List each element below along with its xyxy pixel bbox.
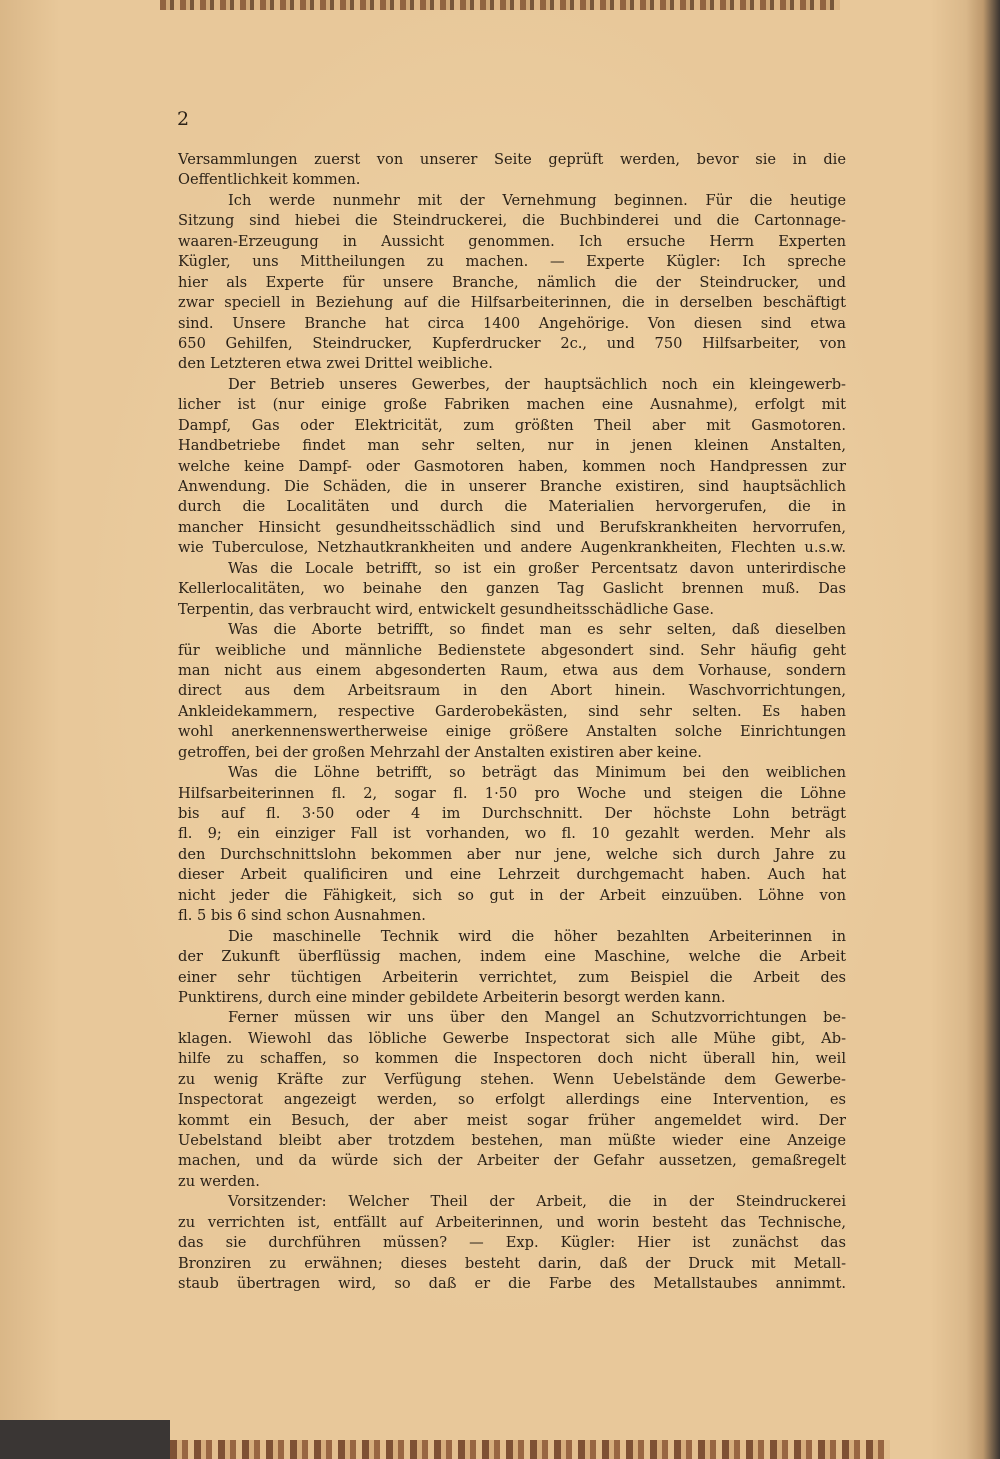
- text-line: durch die Localitäten und durch die Materialien hervorgerufen, die in: [178, 498, 846, 516]
- text-line: nicht jeder die Fähigkeit, sich so gut in der Arbeit einzuüben. Löhne von: [178, 886, 846, 904]
- text-line: Versammlungen zuerst von unserer Seite geprüft werden, bevor sie in die: [178, 151, 846, 168]
- text-line: Der Betrieb unseres Gewerbes, der hauptsächlich noch ein kleingewerb-: [228, 375, 846, 393]
- text-line: zu werden.: [178, 1172, 260, 1190]
- text-line: fl. 9; ein einziger Fall ist vorhanden, wo fl. 10 gezahlt werden. Mehr als: [178, 825, 846, 843]
- text-line: getroffen, bei der großen Mehrzahl der Anstalten existiren aber keine.: [178, 743, 702, 761]
- text-line: bis auf fl. 3·50 oder 4 im Durchschnitt. Der höchste Lohn beträgt: [178, 805, 846, 822]
- text-line: Dampf, Gas oder Elektricität, zum größten Theil aber mit Gasmotoren.: [178, 416, 846, 434]
- text-line: Was die Aborte betrifft, so findet man es sehr selten, daß dieselben: [228, 621, 846, 639]
- text-line: einer sehr tüchtigen Arbeiterin verrichtet, zum Beispiel die Arbeit des: [178, 968, 846, 986]
- bottom-border-ornament: [170, 1440, 890, 1459]
- body-text: [178, 150, 846, 1295]
- text-line: Was die Locale betrifft, so ist ein großer Percentsatz davon unterirdische: [228, 559, 846, 577]
- text-line: klagen. Wiewohl das löbliche Gewerbe Inspectorat sich alle Mühe gibt, Ab-: [178, 1029, 846, 1047]
- text-line: kommt ein Besuch, der aber meist sogar früher angemeldet wird. Der: [178, 1111, 846, 1129]
- text-line: wohl anerkennenswertherweise einige größere Anstalten solche Einrichtungen: [178, 723, 846, 741]
- text-line: Hilfsarbeiterinnen fl. 2, sogar fl. 1·50 pro Woche und steigen die Löhne: [178, 784, 846, 802]
- text-line: hilfe zu schaffen, so kommen die Inspectoren doch nicht überall hin, weil: [178, 1050, 846, 1068]
- text-line: Anwendung. Die Schäden, die in unserer Branche existiren, sind hauptsächlich: [178, 478, 846, 495]
- text-line: Punktirens, durch eine minder gebildete Arbeiterin besorgt werden kann.: [178, 988, 726, 1006]
- text-line: den Letzteren etwa zwei Drittel weibliche.: [178, 355, 493, 373]
- text-line: wie Tuberculose, Netzhautkrankheiten und andere Augenkrankheiten, Flechten u.s.w.: [178, 539, 846, 557]
- text-line: zu verrichten ist, entfällt auf Arbeiterinnen, und worin besteht das Technische,: [178, 1213, 846, 1231]
- text-line: Inspectorat angezeigt werden, so erfolgt allerdings eine Intervention, es: [178, 1091, 846, 1109]
- text-line: Vorsitzender: Welcher Theil der Arbeit, die in der Steindruckerei: [228, 1193, 846, 1211]
- text-line: zu wenig Kräfte zur Verfügung stehen. Wenn Uebelstände dem Gewerbe-: [178, 1070, 846, 1088]
- text-line: machen, und da würde sich der Arbeiter der Gefahr aussetzen, gemaßregelt: [178, 1152, 846, 1170]
- text-line: Ferner müssen wir uns über den Mangel an Schutzvorrichtungen be-: [228, 1009, 846, 1027]
- text-line: Uebelstand bleibt aber trotzdem bestehen, man müßte wieder eine Anzeige: [178, 1132, 846, 1149]
- page-number: 2: [177, 108, 190, 130]
- text-line: Kügler, uns Mittheilungen zu machen. — Experte Kügler: Ich spreche: [178, 253, 846, 271]
- text-line: zwar speciell in Beziehung auf die Hilfsarbeiterinnen, die in derselben beschäftigt: [178, 294, 846, 312]
- text-line: Oeffentlichkeit kommen.: [178, 171, 361, 189]
- text-line: man nicht aus einem abgesonderten Raum, etwa aus dem Vorhause, sondern: [178, 661, 846, 679]
- text-line: Handbetriebe findet man sehr selten, nur in jenen kleinen Anstalten,: [178, 437, 846, 455]
- text-line: sind. Unsere Branche hat circa 1400 Angehörige. Von diesen sind etwa: [178, 314, 846, 332]
- text-line: für weibliche und männliche Bedienstete abgesondert sind. Sehr häufig geht: [178, 641, 846, 659]
- text-line: mancher Hinsicht gesundheitsschädlich sind und Berufskrankheiten hervorrufen,: [178, 518, 846, 536]
- text-line: der Zukunft überflüssig machen, indem eine Maschine, welche die Arbeit: [178, 948, 846, 966]
- text-line: Ich werde nunmehr mit der Vernehmung beginnen. Für die heutige: [228, 191, 846, 209]
- text-line: Kellerlocalitäten, wo beinahe den ganzen Tag Gaslicht brennen muß. Das: [178, 580, 846, 598]
- text-line: 650 Gehilfen, Steindrucker, Kupferdrucker 2c., und 750 Hilfsarbeiter, von: [178, 334, 846, 352]
- text-line: Die maschinelle Technik wird die höher bezahlten Arbeiterinnen in: [228, 927, 846, 945]
- text-line: waaren-Erzeugung in Aussicht genommen. Ich ersuche Herrn Experten: [178, 232, 846, 250]
- text-line: Sitzung sind hiebei die Steindruckerei, die Buchbinderei und die Cartonnage-: [178, 212, 846, 230]
- text-line: direct aus dem Arbeitsraum in den Abort hinein. Waschvorrichtungen,: [178, 682, 846, 700]
- text-line: Was die Löhne betrifft, so beträgt das Minimum bei den weiblichen: [228, 764, 846, 782]
- text-line: Bronziren zu erwähnen; dieses besteht darin, daß der Druck mit Metall-: [178, 1254, 846, 1272]
- text-line: staub übertragen wird, so daß er die Farbe des Metallstaubes annimmt.: [178, 1275, 846, 1293]
- top-border-ornament: [160, 0, 840, 10]
- page-edge-bottom-left: [0, 1420, 170, 1459]
- text-line: welche keine Dampf- oder Gasmotoren haben, kommen noch Handpressen zur: [178, 457, 846, 475]
- text-line: den Durchschnittslohn bekommen aber nur jene, welche sich durch Jahre zu: [178, 845, 846, 863]
- text-line: licher ist (nur einige große Fabriken machen eine Ausnahme), erfolgt mit: [178, 396, 846, 414]
- text-line: dieser Arbeit qualificiren und eine Lehrzeit durchgemacht haben. Auch hat: [178, 866, 846, 884]
- text-line: Ankleidekammern, respective Garderobekästen, sind sehr selten. Es haben: [178, 702, 846, 720]
- text-line: hier als Experte für unsere Branche, nämlich die der Steindrucker, und: [178, 273, 846, 291]
- page-edge-right: [966, 0, 1000, 1459]
- text-line: das sie durchführen müssen? — Exp. Kügler: Hier ist zunächst das: [178, 1234, 846, 1252]
- text-line: Terpentin, das verbraucht wird, entwickelt gesundheitsschädliche Gase.: [178, 600, 715, 618]
- text-line: fl. 5 bis 6 sind schon Ausnahmen.: [178, 907, 426, 925]
